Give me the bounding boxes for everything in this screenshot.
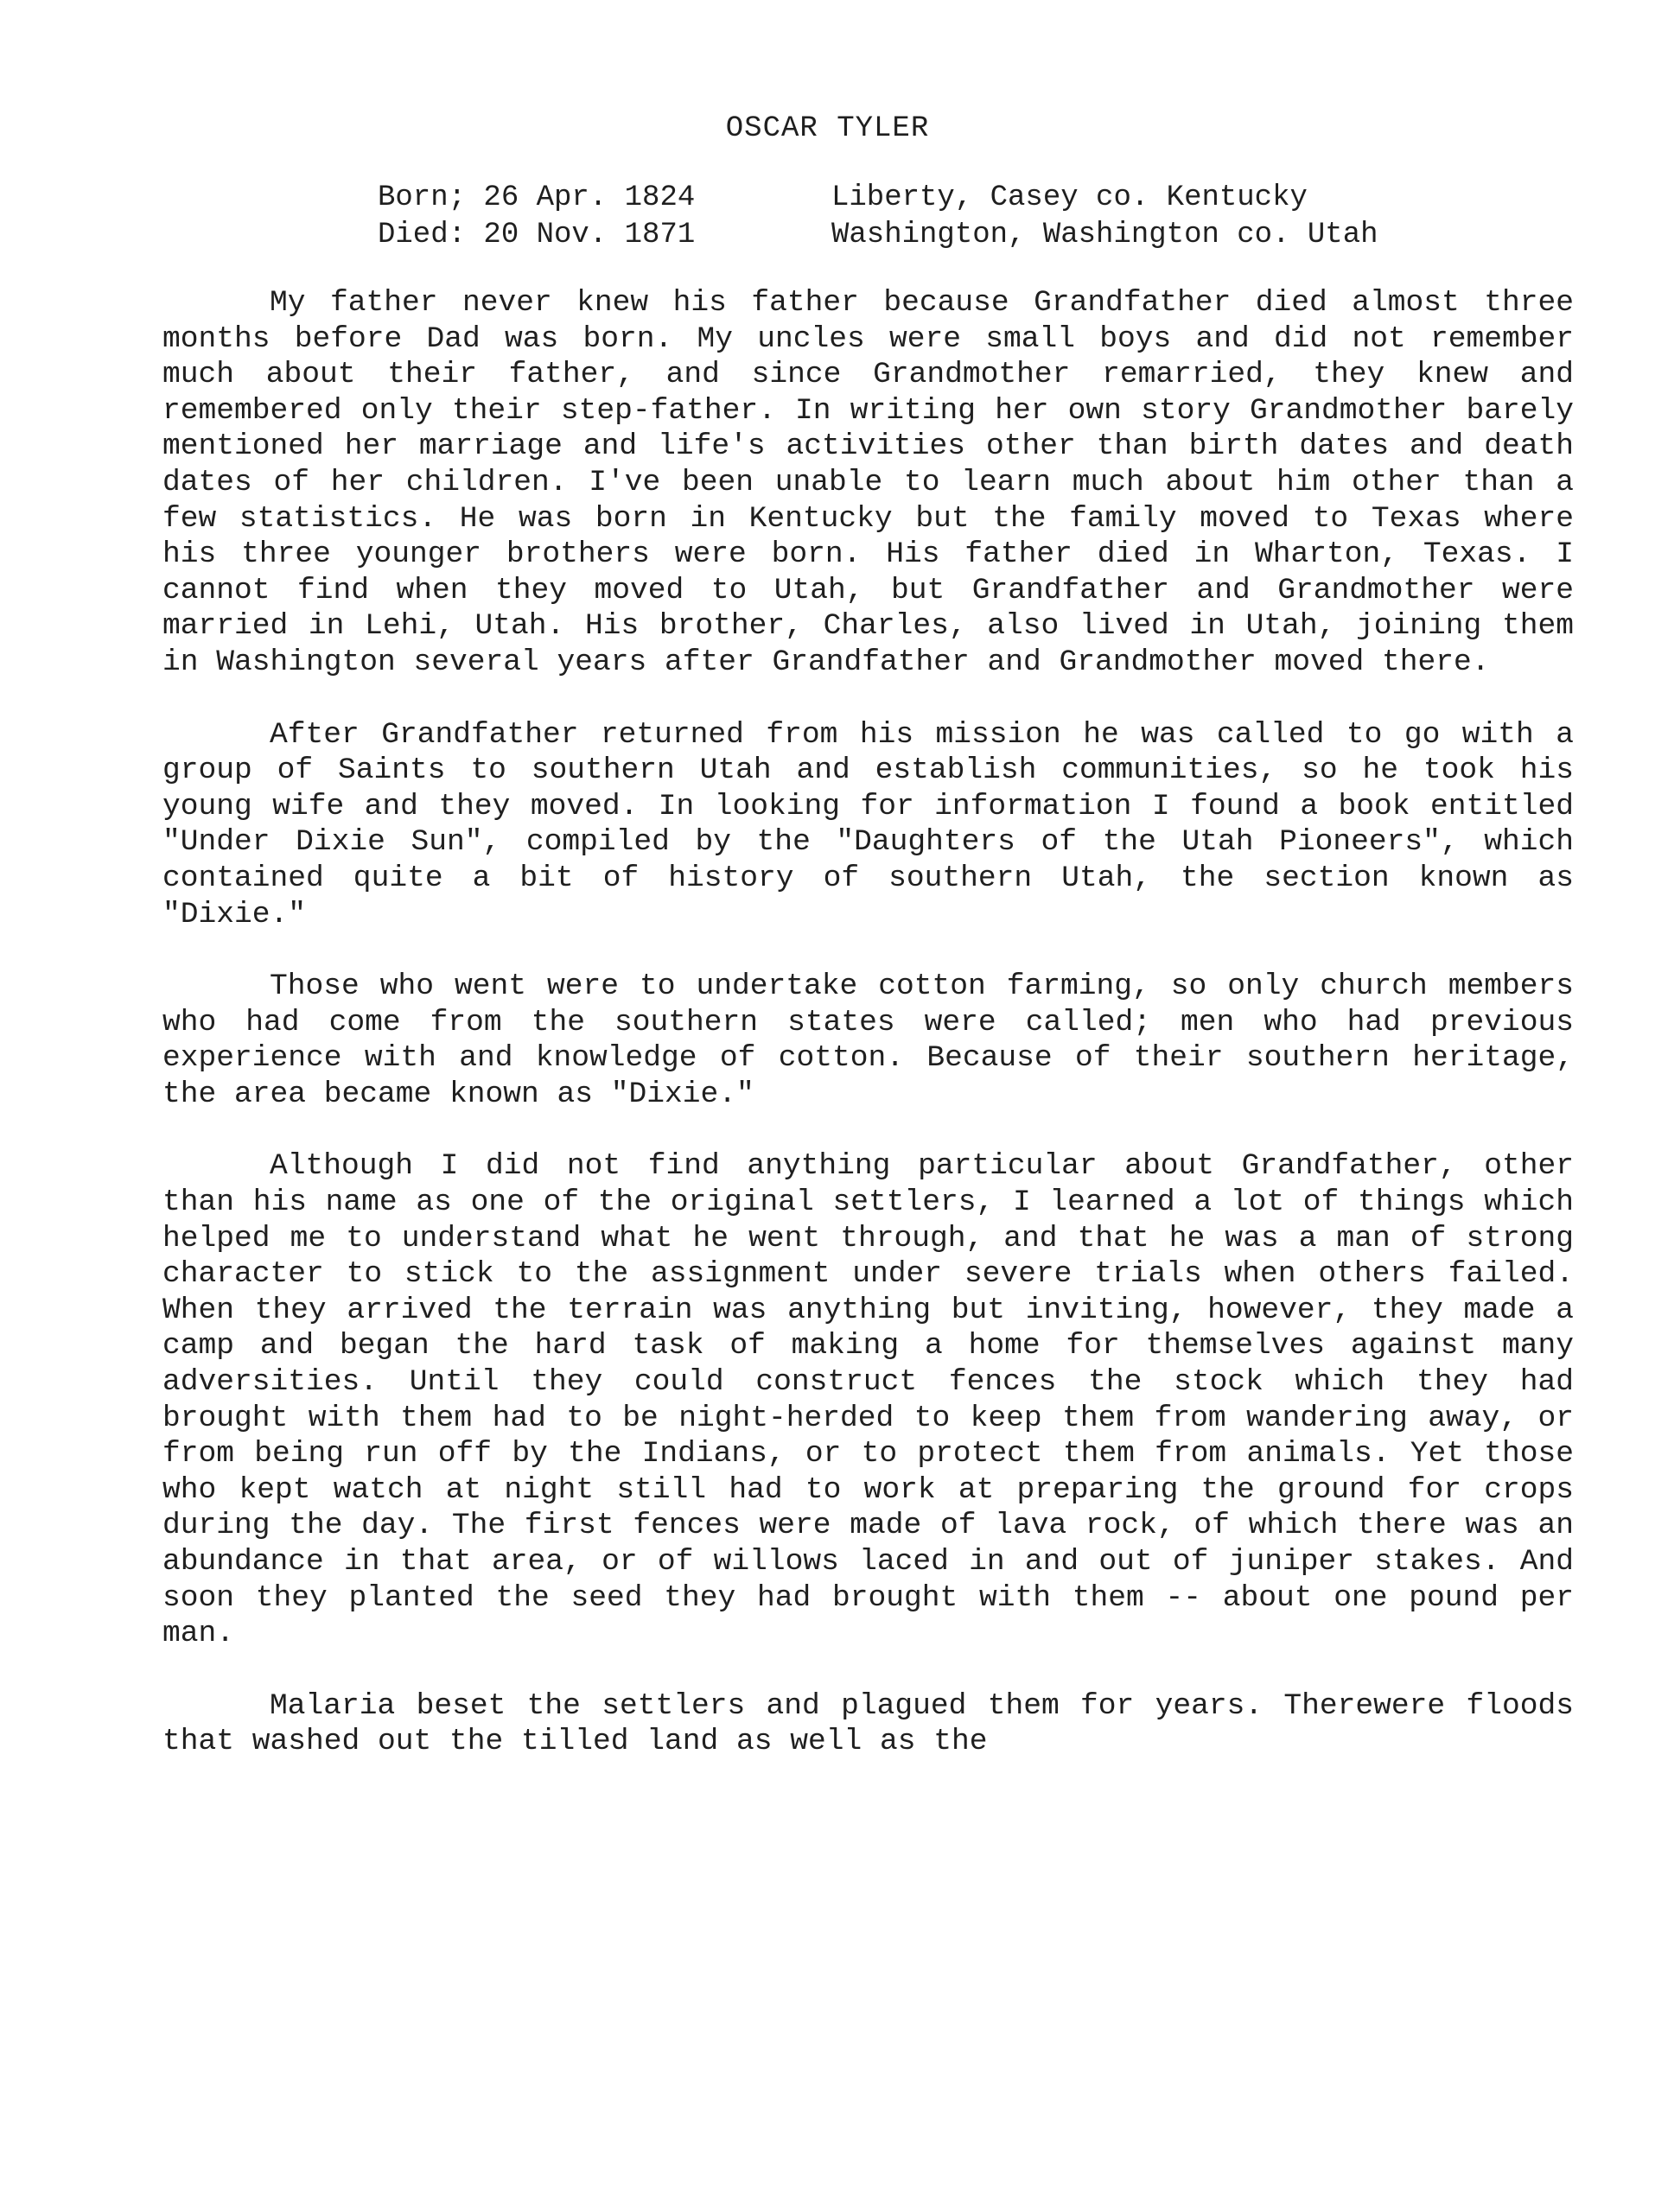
body-text xyxy=(162,285,1574,1760)
death-date: Died: 20 Nov. 1871 xyxy=(378,219,696,251)
vital-records xyxy=(378,180,1378,254)
paragraph: Malaria beset the settlers and plagued them for years. Therewere floods that washed out the tilled land as well as the xyxy=(162,1688,1574,1759)
birth-place: Liberty, Casey co. Kentucky xyxy=(831,181,1308,214)
birth-date: Born; 26 Apr. 1824 xyxy=(378,181,696,214)
paragraph: Although I did not find anything particular about Grandfather, other than his name as one of the original settlers, I learned a lot of things which helped me to understand what he went through, and that he was a man of strong character to stick to the assignment under severe trials when others failed. When they arrived the terrain was anything but inviting, however, they made a camp and began the hard task of making a home for themselves against many adversities. Until they could construct fences the stock which they had brought with them had to be night-herded to keep them from wandering away, or from being run off by the Indians, or to protect them from animals. Yet those who kept watch at night still had to work at preparing the ground for crops during the day. The first fences were made of lava rock, of which there was an abundance in that area, or of willows laced in and out of juniper stakes. And soon they planted the seed they had brought with them -- about one pound per man. xyxy=(162,1149,1574,1651)
paragraph: Those who went were to undertake cotton farming, so only church members who had come from the southern states were called; men who had previous experience with and knowledge of cotton. Because of their southern heritage, the area became known as "Dixie." xyxy=(162,969,1574,1111)
death-record xyxy=(378,217,1378,254)
death-place: Washington, Washington co. Utah xyxy=(831,219,1378,251)
paragraph: My father never knew his father because Grandfather died almost three months before Dad was born. My uncles were small boys and did not remember much about their father, and since Grandmother remarried, they knew and remembered only their step-father. In writing her own story Grandmother barely mentioned her marriage and life's activities other than birth dates and death dates of her children. I've been unable to learn much about him other than a few statistics. He was born in Kentucky but the family moved to Texas where his three younger brothers were born. His father died in Wharton, Texas. I cannot find when they moved to Utah, but Grandfather and Grandmother were married in Lehi, Utah. His brother, Charles, also lived in Utah, joining them in Washington several years after Grandfather and Grandmother moved there. xyxy=(162,286,1574,679)
page-title: OSCAR TYLER xyxy=(725,112,930,145)
birth-record xyxy=(378,180,1378,217)
paragraph: After Grandfather returned from his mission he was called to go with a group of Saints to southern Utah and establish communities, so he took his young wife and they moved. In looking for information I found a book entitled "Under Dixie Sun", compiled by the "Daughters of the Utah Pioneers", which contained quite a bit of history of southern Utah, the section known as "Dixie." xyxy=(162,717,1574,931)
